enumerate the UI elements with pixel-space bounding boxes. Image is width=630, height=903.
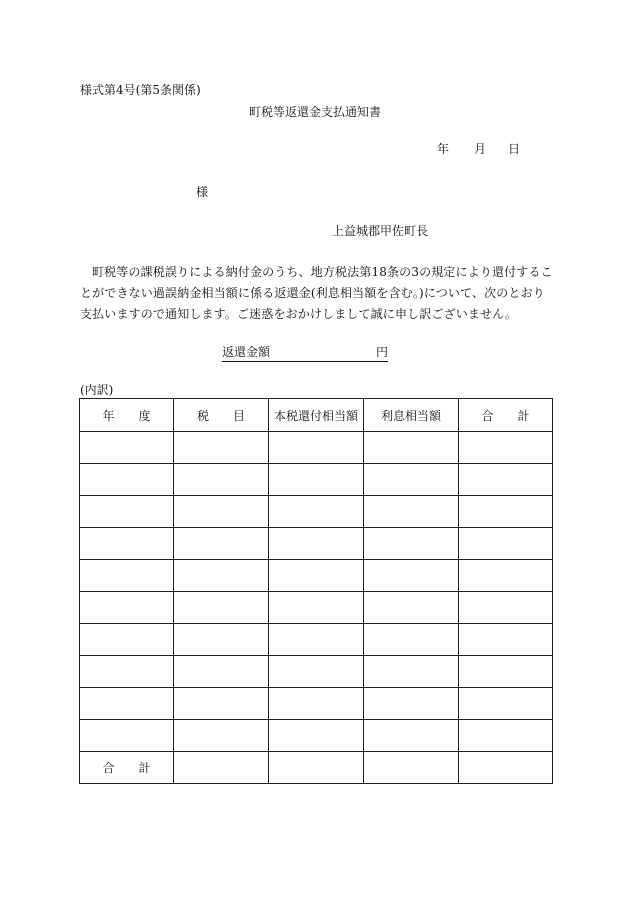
table-cell (269, 752, 364, 784)
document-title: 町税等返還金支払通知書 (248, 105, 381, 119)
table-row (80, 688, 553, 720)
header-tax-item: 税 目 (174, 399, 269, 432)
table-cell (269, 432, 364, 464)
table-cell (80, 624, 174, 656)
table-cell (80, 720, 174, 752)
breakdown-table (79, 398, 553, 784)
table-cell (174, 656, 269, 688)
breakdown-label: (内訳) (80, 383, 114, 397)
table-cell (80, 560, 174, 592)
table-cell (80, 464, 174, 496)
table-cell (80, 528, 174, 560)
table-cell (459, 432, 553, 464)
table-cell (269, 464, 364, 496)
table-cell (364, 624, 459, 656)
table-cell (269, 688, 364, 720)
table-header-row (80, 399, 553, 432)
table-cell (269, 528, 364, 560)
table-cell (459, 656, 553, 688)
header-total: 合 計 (459, 399, 553, 432)
date-year-label: 年 (437, 142, 450, 156)
refund-amount-line (222, 343, 388, 362)
table-row (80, 528, 553, 560)
table-cell (174, 720, 269, 752)
table-cell (80, 432, 174, 464)
table-cell (174, 688, 269, 720)
table-cell (364, 464, 459, 496)
table-cell (459, 752, 553, 784)
table-cell (80, 656, 174, 688)
table-row (80, 432, 553, 464)
table-cell (459, 720, 553, 752)
table-cell (80, 688, 174, 720)
refund-amount-label: 返還金額 (222, 345, 271, 359)
table-cell (364, 528, 459, 560)
table-cell (80, 496, 174, 528)
table-cell (459, 464, 553, 496)
table-cell (269, 656, 364, 688)
table-cell (459, 624, 553, 656)
table-cell (459, 496, 553, 528)
total-row-label: 合 計 (80, 752, 174, 784)
header-interest: 利息相当額 (364, 399, 459, 432)
table-row (80, 464, 553, 496)
table-cell (174, 624, 269, 656)
date-day-label: 日 (508, 142, 521, 156)
table-cell (364, 720, 459, 752)
table-cell (269, 592, 364, 624)
table-cell (174, 528, 269, 560)
header-principal-refund: 本税還付相当額 (269, 399, 364, 432)
issuer-name: 上益城郡甲佐町長 (332, 224, 429, 238)
table-cell (459, 592, 553, 624)
table-cell (174, 560, 269, 592)
table-cell (364, 432, 459, 464)
table-cell (174, 432, 269, 464)
addressee-suffix: 様 (196, 185, 209, 199)
table-cell (174, 752, 269, 784)
table-cell (364, 592, 459, 624)
table-cell (459, 528, 553, 560)
table-row (80, 496, 553, 528)
table-cell (269, 560, 364, 592)
table-cell (174, 496, 269, 528)
form-number: 様式第4号(第5条関係) (80, 83, 201, 97)
table-cell (459, 688, 553, 720)
table-cell (269, 624, 364, 656)
table-cell (459, 560, 553, 592)
table-body (80, 432, 553, 752)
table-total-row (80, 752, 553, 784)
table-cell (364, 496, 459, 528)
table-cell (80, 592, 174, 624)
table-row (80, 624, 553, 656)
table-row (80, 656, 553, 688)
table-cell (364, 560, 459, 592)
date-month-label: 月 (474, 142, 487, 156)
table-cell (364, 752, 459, 784)
table-cell (364, 688, 459, 720)
table-row (80, 720, 553, 752)
table-cell (269, 496, 364, 528)
table-row (80, 560, 553, 592)
notice-body: 町税等の課税誤りによる納付金のうち、地方税法第18条の3の規定により還付することができない過誤納金相当額に係る返還金(利息相当額を含む。)について、次のとおり支払いますので通知します。ご迷惑をおかけしまして誠に申し訳ございません。 (80, 265, 553, 321)
yen-unit: 円 (375, 345, 388, 359)
table-cell (174, 464, 269, 496)
table-cell (174, 592, 269, 624)
header-fiscal-year: 年 度 (80, 399, 174, 432)
table-cell (364, 656, 459, 688)
table-row (80, 592, 553, 624)
table-cell (269, 720, 364, 752)
